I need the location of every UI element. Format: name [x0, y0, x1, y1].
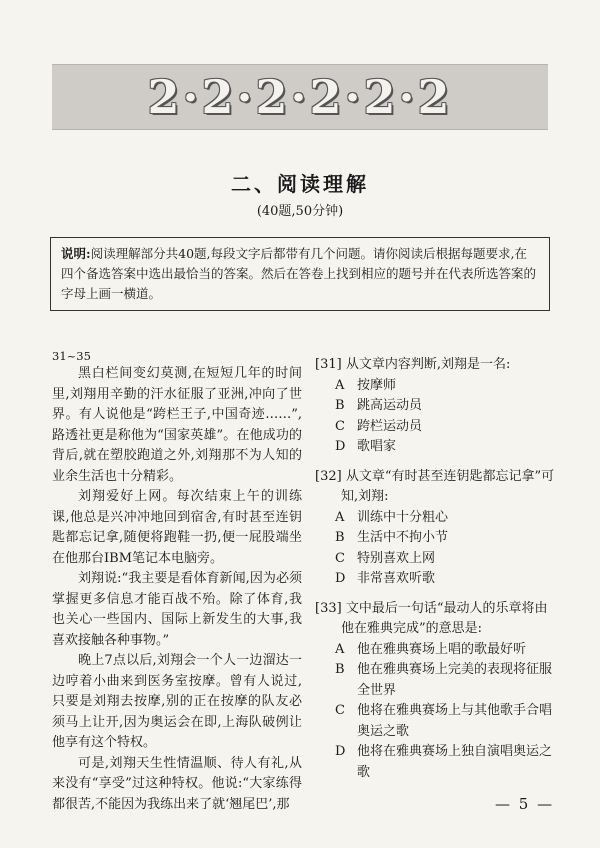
page-number: — 5 —	[495, 795, 555, 813]
option-text: 他在雅典赛场上完美的表现将征服全世界	[357, 662, 553, 698]
passage-paragraph: 晚上7点以后,刘翔会一个人一边溜达一边哼着小曲来到医务室按摩。曾有人说过,只要是刘翔去按摩,别的正在按摩的队友必须马上让开,因为奥运会在即,上海队破例让他享有这个特权。	[52, 653, 302, 750]
option-b[interactable]	[315, 528, 555, 549]
option-letter: C	[335, 418, 345, 434]
question-stem: [32] 从文章“有时甚至连钥匙都忘记拿”可知,刘翔:	[315, 468, 555, 504]
instructions-label: 说明:	[61, 246, 91, 261]
option-text: 跳高运动员	[357, 398, 423, 413]
passage-paragraph: 可是,刘翔天生性情温顺、待人有礼,从来没有“享受”过这种特权。他说:“大家练得都很苦,不能因为我练出来了就‘翘尾巴’,那	[52, 755, 302, 812]
section-title: 二、阅读理解	[231, 172, 369, 196]
question-33	[315, 599, 555, 784]
option-letter: A	[335, 509, 345, 525]
question-32	[315, 467, 555, 590]
option-text: 跨栏运动员	[357, 418, 423, 434]
instructions-box	[50, 237, 550, 311]
option-text: 非常喜欢听歌	[357, 571, 436, 586]
option-c[interactable]	[315, 417, 555, 438]
option-a[interactable]	[315, 640, 555, 661]
header-banner	[52, 64, 548, 130]
option-letter: A	[335, 377, 345, 393]
question-31	[315, 355, 555, 458]
option-text: 他在雅典赛场上唱的歌最好听	[357, 641, 527, 657]
passage-paragraph: 黑白栏间变幻莫测,在短短几年的时间里,刘翔用辛勤的汗水征服了亚洲,冲向了世界。有人说他是“跨栏王子,中国奇迹……”,路透社更是称他为“国家英雄”。在他成功的背后,就在塑胶跑道之外,刘翔那不为人知的业余生活也十分精彩。	[52, 366, 302, 484]
passage-paragraph: 刘翔说:“我主要是看体育新闻,因为必须掌握更多信息才能百战不殆。除了体育,我也关心一些国内、国际上新发生的大事,我喜欢接触各种事物。”	[52, 571, 302, 648]
option-letter: D	[335, 744, 346, 759]
question-range: 31~35	[52, 349, 91, 363]
question-stem: [33] 文中最后一句话“最动人的乐章将由他在雅典完成”的意思是:	[315, 600, 548, 636]
option-a[interactable]	[315, 508, 555, 529]
option-c[interactable]	[315, 549, 555, 570]
question-list	[315, 355, 555, 792]
option-letter: D	[335, 439, 346, 454]
option-letter: B	[335, 398, 345, 413]
section-subtitle: (40题,50分钟)	[256, 204, 344, 219]
banner-text: 2·2·2·2·2·2	[147, 70, 453, 124]
option-letter: B	[335, 662, 345, 677]
option-d[interactable]	[315, 437, 555, 458]
option-b[interactable]	[315, 660, 555, 701]
option-d[interactable]	[315, 742, 555, 783]
option-text: 他将在雅典赛场上与其他歌手合唱奥运之歌	[357, 703, 553, 739]
option-text: 生活中不拘小节	[357, 530, 449, 545]
option-c[interactable]	[315, 701, 555, 742]
passage-paragraph: 刘翔爱好上网。每次结束上午的训练课,他总是兴冲冲地回到宿舍,有时甚至连钥匙都忘记拿,随便将跑鞋一扔,便一屁股端坐在他那台IBM笔记本电脑旁。	[52, 489, 302, 566]
option-letter: D	[335, 571, 346, 586]
option-letter: A	[335, 641, 345, 657]
option-d[interactable]	[315, 569, 555, 590]
reading-passage	[52, 364, 302, 815]
option-letter: B	[335, 530, 345, 545]
option-letter: C	[335, 703, 345, 718]
option-letter: C	[335, 550, 345, 566]
option-text: 特别喜欢上网	[357, 550, 436, 566]
question-stem: [31] 从文章内容判断,刘翔是一名:	[315, 357, 511, 372]
instructions-text: 阅读理解部分共40题,每段文字后都带有几个问题。请你阅读后根据每题要求,在四个备选答案中选出最恰当的答案。然后在答卷上找到相应的题号并在代表所选答案的字母上画一横道。	[61, 246, 537, 301]
option-text: 训练中十分粗心	[357, 509, 449, 525]
option-text: 按摩师	[357, 377, 397, 393]
option-text: 歌唱家	[357, 439, 397, 454]
option-text: 他将在雅典赛场上独自演唱奥运之歌	[357, 744, 553, 780]
option-b[interactable]	[315, 396, 555, 417]
option-a[interactable]	[315, 376, 555, 397]
